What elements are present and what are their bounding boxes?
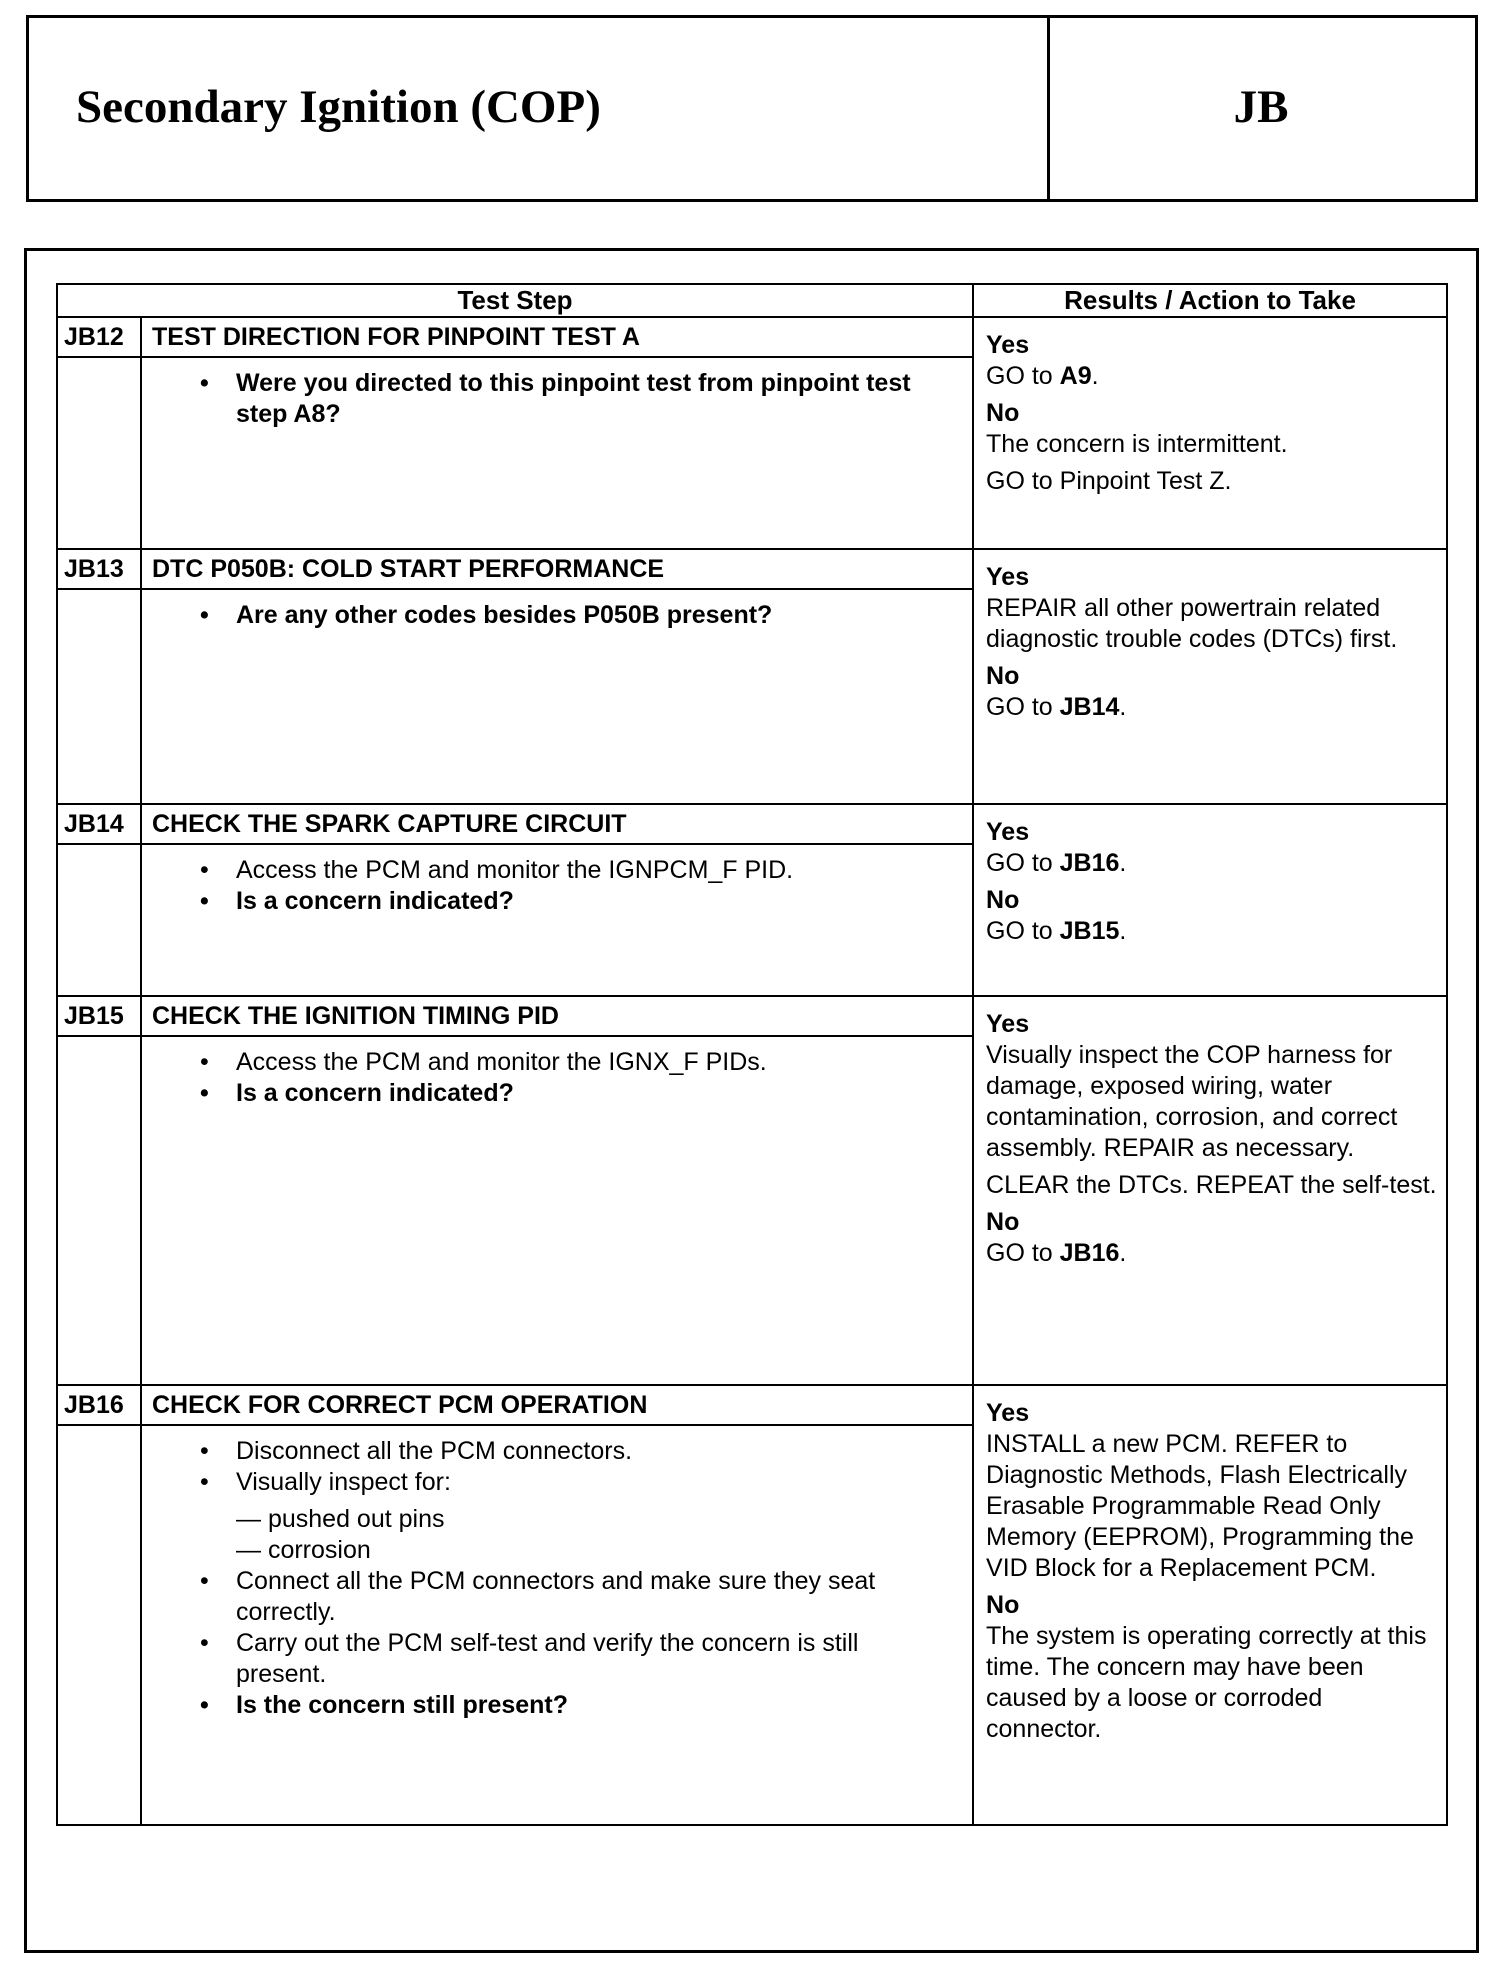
result-yes-ref: JB16 <box>1059 849 1120 877</box>
section-code: JB <box>1233 81 1289 133</box>
result-no-line: The concern is intermittent. <box>986 430 1288 458</box>
step-results <box>973 549 1447 804</box>
result-no-label: No <box>986 662 1020 690</box>
result-yes-label: Yes <box>986 818 1030 846</box>
step-title-row <box>57 996 1447 1036</box>
instruction-item <box>192 368 936 430</box>
result-yes-ref: A9 <box>1059 362 1092 390</box>
result-no-label: No <box>986 399 1020 427</box>
step-title: CHECK THE SPARK CAPTURE CIRCUIT <box>141 804 973 844</box>
result-no-text: GO to JB15. <box>986 917 1127 945</box>
instruction-text: Is a concern indicated? <box>236 1079 514 1107</box>
instruction-item <box>192 886 936 917</box>
step-id: JB16 <box>57 1385 141 1425</box>
instruction-list <box>192 1047 936 1109</box>
result-yes-text: GO to JB16. <box>986 849 1127 877</box>
instruction-text: Disconnect all the PCM connectors. <box>236 1437 633 1465</box>
result-no-ref: JB16 <box>1059 1239 1120 1267</box>
instruction-text: Connect all the PCM connectors and make sure they seat correctly. <box>236 1567 876 1626</box>
step-id: JB14 <box>57 804 141 844</box>
step-id: JB13 <box>57 549 141 589</box>
instruction-list <box>192 368 936 430</box>
result-yes-line: INSTALL a new PCM. REFER to Diagnostic Methods, Flash Electrically Erasable Programmable Read Only Memory (EEPROM), Programming the VID Block for a Replacement PCM. <box>986 1430 1414 1582</box>
page-title: Secondary Ignition (COP) <box>76 81 601 133</box>
step-title-row <box>57 549 1447 589</box>
result-yes-label: Yes <box>986 1010 1030 1038</box>
step-title-row <box>57 317 1447 357</box>
result-no-line: GO to <box>986 1239 1060 1267</box>
step-title: DTC P050B: COLD START PERFORMANCE <box>141 549 973 589</box>
step-title-row <box>57 804 1447 844</box>
result-yes-text <box>986 1429 1442 1584</box>
instruction-text: Carry out the PCM self-test and verify the concern is still present. <box>236 1629 859 1688</box>
step-instructions <box>141 844 973 996</box>
instruction-item <box>192 1690 936 1721</box>
step-title: CHECK THE IGNITION TIMING PID <box>141 996 973 1036</box>
result-no-text: GO to JB16. <box>986 1239 1127 1267</box>
instruction-text: Access the PCM and monitor the IGNX_F PIDs. <box>236 1048 767 1076</box>
step-results <box>973 317 1447 549</box>
result-yes-text: GO to A9. <box>986 362 1099 390</box>
result-yes-text <box>986 1040 1442 1164</box>
result-no-text: GO to JB14. <box>986 693 1127 721</box>
step-title: CHECK FOR CORRECT PCM OPERATION <box>141 1385 973 1425</box>
result-no-label: No <box>986 1208 1020 1236</box>
instruction-sublist <box>236 1504 936 1566</box>
result-no-text <box>986 429 1442 460</box>
step-title: TEST DIRECTION FOR PINPOINT TEST A <box>141 317 973 357</box>
result-no-text <box>986 1621 1442 1745</box>
result-yes-line: REPAIR all other powertrain related diagnostic trouble codes (DTCs) first. <box>986 594 1398 653</box>
step-results <box>973 1385 1447 1825</box>
result-no-ref: JB15 <box>1059 917 1120 945</box>
result-yes-text <box>986 1170 1442 1201</box>
result-yes-label: Yes <box>986 331 1030 359</box>
instruction-item <box>192 1436 936 1467</box>
step-results <box>973 804 1447 996</box>
step-id-spacer <box>57 589 141 804</box>
result-no-line: GO to <box>986 917 1060 945</box>
step-id-spacer <box>57 357 141 549</box>
step-instructions <box>141 1036 973 1385</box>
step-id: JB15 <box>57 996 141 1036</box>
result-yes-label: Yes <box>986 563 1030 591</box>
page-header <box>26 15 1478 202</box>
instruction-text: Access the PCM and monitor the IGNPCM_F PID. <box>236 856 794 884</box>
step-results <box>973 996 1447 1385</box>
instruction-item <box>192 1047 936 1078</box>
step-id: JB12 <box>57 317 141 357</box>
result-yes-label: Yes <box>986 1399 1030 1427</box>
result-no-line: GO to <box>986 693 1060 721</box>
step-title-row <box>57 1385 1447 1425</box>
instruction-item <box>192 1467 936 1566</box>
result-yes-text <box>986 593 1442 655</box>
step-instructions <box>141 357 973 549</box>
result-no-line: The system is operating correctly at this time. The concern may have been caused by a loose or corroded connector. <box>986 1622 1427 1743</box>
instruction-list <box>192 1436 936 1721</box>
instruction-text: Is a concern indicated? <box>236 887 514 915</box>
result-yes-line: GO to <box>986 849 1060 877</box>
instruction-text: Were you directed to this pinpoint test from pinpoint test step A8? <box>236 369 911 428</box>
step-id-spacer <box>57 1425 141 1825</box>
instruction-item <box>192 855 936 886</box>
instruction-text: Visually inspect for: <box>236 1468 451 1496</box>
instruction-text: Are any other codes besides P050B present? <box>236 601 773 629</box>
result-no-text <box>986 466 1442 497</box>
instruction-item <box>192 1566 936 1628</box>
instruction-subitem: — corrosion <box>236 1535 936 1566</box>
step-id-spacer <box>57 844 141 996</box>
instruction-text: Is the concern still present? <box>236 1691 569 1719</box>
instruction-item <box>192 1078 936 1109</box>
instruction-item <box>192 1628 936 1690</box>
table-header-row <box>57 284 1447 317</box>
result-yes-line: GO to <box>986 362 1060 390</box>
result-no-ref: JB14 <box>1059 693 1120 721</box>
result-yes-line: CLEAR the DTCs. REPEAT the self-test. <box>986 1171 1437 1199</box>
steps-body <box>57 317 1447 1825</box>
instruction-list <box>192 600 936 631</box>
result-no-line: GO to Pinpoint Test Z. <box>986 467 1232 495</box>
result-no-label: No <box>986 886 1020 914</box>
step-instructions <box>141 1425 973 1825</box>
instruction-list <box>192 855 936 917</box>
step-instructions <box>141 589 973 804</box>
column-header-test-step: Test Step <box>57 284 973 317</box>
instruction-item <box>192 600 936 631</box>
result-yes-line: Visually inspect the COP harness for damage, exposed wiring, water contamination, corrosion, and correct assembly. REPAIR as necessary. <box>986 1041 1398 1162</box>
step-id-spacer <box>57 1036 141 1385</box>
instruction-subitem: — pushed out pins <box>236 1504 936 1535</box>
result-no-label: No <box>986 1591 1020 1619</box>
column-header-results: Results / Action to Take <box>973 284 1447 317</box>
test-step-table <box>56 283 1448 1826</box>
